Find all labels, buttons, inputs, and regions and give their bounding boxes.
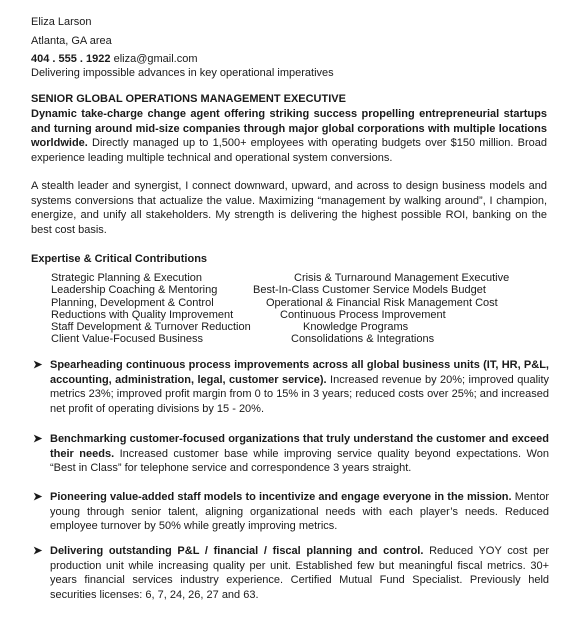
summary-title: SENIOR GLOBAL OPERATIONS MANAGEMENT EXECUTIVE (31, 93, 346, 105)
candidate-name: Eliza Larson (31, 16, 92, 28)
competency-right: Consolidations & Integrations (291, 333, 435, 345)
achievement-headline: Benchmarking customer-focused organizations that truly understand the customer and exceed their needs. (50, 433, 549, 460)
contact-line (31, 52, 198, 66)
tagline: Delivering impossible advances in key operational imperatives (31, 67, 334, 79)
competency-left: Leadership Coaching & Mentoring (51, 284, 218, 296)
competency-left: Planning, Development & Control (51, 297, 214, 309)
competency-right: Operational & Financial Risk Management Cost (266, 297, 498, 309)
achievement-detail: Increased revenue by 20%; improved quality metrics 23%; improved profit margin from 0 to 15% in 3 years; reduced costs over 25%; and increased net profit of operating divisions by 15 - 20%. (50, 373, 550, 416)
expertise-title: Expertise & Critical Contributions (31, 253, 208, 265)
email-address: eliza@gmail.com (113, 53, 198, 65)
candidate-location: Atlanta, GA area (31, 35, 112, 47)
summary-paragraph (31, 107, 547, 166)
competency-right: Crisis & Turnaround Management Executive (294, 272, 510, 284)
achievement-headline: Delivering outstanding P&L / financial / fiscal planning and control. (50, 545, 424, 557)
achievement-item (33, 358, 549, 417)
achievement-headline: Pioneering value-added staff models to incentivize and engage everyone in the mission. (50, 491, 512, 503)
achievement-item (33, 544, 549, 603)
arrow-bullet-icon: ➤ (33, 359, 43, 371)
achievement-item (33, 432, 549, 476)
competency-left: Strategic Planning & Execution (51, 272, 203, 284)
achievement-detail: Reduced YOY cost per production unit while increasing quality per unit. Established few but meaningful fiscal metrics. 30+ years financial services industry experience. Certified Mutual Fund Specialist. Previously held securities licenses: 6, 7, 24, 26, 27 and 63. (50, 545, 549, 602)
competency-left: Reductions with Quality Improvement (51, 309, 234, 321)
competency-left: Client Value-Focused Business (51, 333, 204, 345)
arrow-bullet-icon: ➤ (33, 433, 43, 445)
achievement-detail: Increased customer base while improving service quality beyond expectations. Won “Best in Class” for telephone service and correspondence 3 years straight. (50, 447, 549, 475)
arrow-bullet-icon: ➤ (33, 491, 43, 503)
competency-left: Staff Development & Turnover Reduction (51, 321, 251, 333)
achievement-item (33, 490, 549, 534)
arrow-bullet-icon: ➤ (33, 545, 43, 557)
summary-lead-bold: Dynamic take-charge change agent offering striking success propelling entrepreneurial startups and turning around mid-size companies through major global corporations with multiple locations worldwide. (31, 108, 547, 150)
achievement-headline: Spearheading continuous process improvements across all global business units (IT, HR, P&L, accounting, administration, legal, customer service). (50, 359, 549, 386)
competency-right: Continuous Process Improvement (280, 309, 446, 321)
competency-right: Knowledge Programs (303, 321, 409, 333)
competency-right: Best-In-Class Customer Service Models Budget (253, 284, 486, 296)
phone-number: 404 . 555 . 1922 (31, 53, 111, 65)
summary-paragraph-2: A stealth leader and synergist, I connect downward, upward, and across to design business models and systems conversions that actualize the value. Maximizing “management by walking around”, I champion, energize, and unify all stakeholders. My strength is delivering the highest possible ROI, banking on the best cost basis. (31, 180, 547, 237)
achievement-detail: Mentor young through senior talent, aligning organizational needs with each player’s needs. Reduced employee turnover by 50% while greatly improving metrics. (50, 491, 550, 533)
summary-lead-rest: Directly managed up to 1,500+ employees with operating budgets over $150 million. Broad experience leading multiple technical and operational system conversions. (31, 137, 547, 165)
